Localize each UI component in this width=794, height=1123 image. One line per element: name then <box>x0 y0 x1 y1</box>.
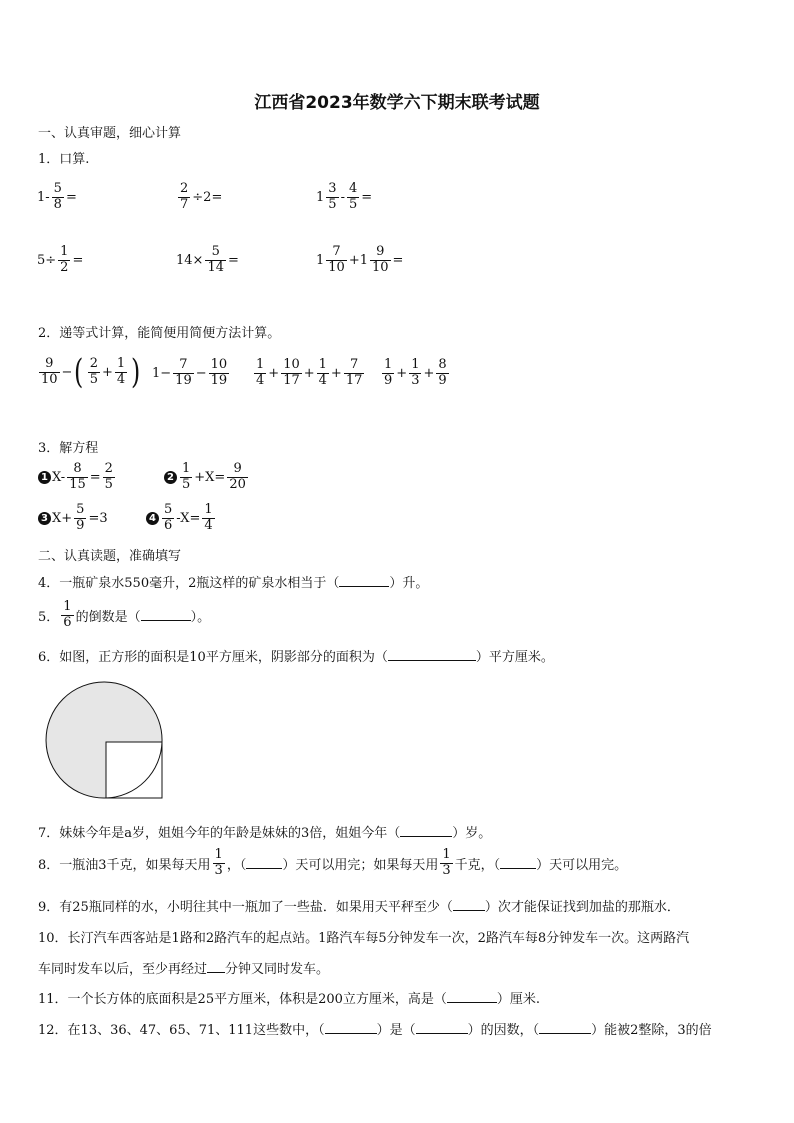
answer-blank[interactable] <box>246 857 282 869</box>
section-heading-1: 一、认真审题，细心计算 <box>38 126 182 141</box>
answer-blank[interactable] <box>325 1022 377 1034</box>
expression-4: $\frac{1}{9}$ + $\frac{1}{3}$ + $\frac{8}{9}$ <box>384 357 447 388</box>
question-5: 5． $\frac{1}{6}$ 的倒数是（ ）。 <box>38 599 211 630</box>
question-11: 11．一个长方体的底面积是25平方厘米，体积是200立方厘米，高是（ ）厘米. <box>38 992 541 1007</box>
expression-2: 1− $\frac{7}{19}$ − $\frac{10}{19}$ <box>152 357 228 388</box>
mental-calc-item: 1 $\frac{3}{5}$ - $\frac{4}{5}$ = <box>316 181 373 212</box>
shaded-region <box>46 682 162 798</box>
answer-blank[interactable] <box>447 991 497 1003</box>
circled-number-marker: 4 <box>146 512 159 525</box>
question-2-label: 2．递等式计算，能简便用简便方法计算。 <box>38 326 281 341</box>
answer-blank[interactable] <box>453 899 485 911</box>
answer-blank[interactable] <box>339 575 389 587</box>
mental-calc-item: 14× $\frac{5}{14}$ = <box>176 244 239 275</box>
question-10-line-1: 10．长汀汽车西客站是1路和2路汽车的起点站。1路汽车每5分钟发车一次，2路汽车每8分钟发车一次。这两路汽 <box>38 931 690 946</box>
expression-1: $\frac{9}{10}$ − ( $\frac{2}{5}$ + $\frac{1}{4}$ ) <box>41 352 141 392</box>
answer-blank[interactable] <box>388 649 476 661</box>
mental-calc-item: 1- $\frac{5}{8}$ = <box>37 181 77 212</box>
mental-calc-item: $\frac{2}{7}$ ÷2= <box>180 181 223 212</box>
circled-number-marker: 1 <box>38 471 51 484</box>
equation-1: 1 X- $\frac{8}{15}$ = $\frac{2}{5}$ <box>38 462 117 493</box>
answer-blank[interactable] <box>416 1022 468 1034</box>
question-4: 4．一瓶矿泉水550毫升，2瓶这样的矿泉水相当于（ ）升。 <box>38 576 429 591</box>
expression-3: $\frac{1}{4}$ + $\frac{10}{17}$ + $\frac{1}{4}$ + $\frac{7}{17}$ <box>256 357 363 388</box>
page-title: 江西省2023年数学六下期末联考试题 <box>254 93 540 113</box>
mental-calc-item: 5÷ $\frac{1}{2}$ = <box>37 244 84 275</box>
answer-blank[interactable] <box>539 1022 591 1034</box>
circled-number-marker: 2 <box>164 471 177 484</box>
question-10-line-2: 车同时发车以后，至少再经过 分钟又同时发车。 <box>38 962 330 977</box>
equation-3: 3 X+ $\frac{5}{9}$ =3 <box>38 503 108 534</box>
section-heading-2: 二、认真读题，准确填写 <box>38 549 182 564</box>
question-9: 9．有25瓶同样的水，小明往其中一瓶加了一些盐．如果用天平秤至少（ ）次才能保证找到加盐的那瓶水． <box>38 900 680 915</box>
question-12: 12．在13、36、47、65、71、111这些数中，（ ）是（ ）的因数，（ ）能被2整除，3的倍 <box>38 1023 712 1038</box>
question-7: 7．妹妹今年是a岁，姐姐今年的年龄是妹妹的3倍，姐姐今年（ ）岁。 <box>38 826 492 841</box>
answer-blank[interactable] <box>207 961 225 973</box>
mental-calc-item: 1 $\frac{7}{10}$ +1 $\frac{9}{10}$ = <box>316 244 404 275</box>
equation-2: 2 $\frac{1}{5}$ +X= $\frac{9}{20}$ <box>164 462 250 493</box>
answer-blank[interactable] <box>500 857 536 869</box>
circle-square-figure <box>44 680 168 804</box>
question-8: 8．一瓶油3千克，如果每天用 $\frac{1}{3}$ ，（ ）天可以用完；如果每天用 $\frac{1}{3}$ 千克，（ ）天可以用完。 <box>38 847 628 878</box>
question-3-label: 3．解方程 <box>38 441 99 456</box>
question-6: 6．如图，正方形的面积是10平方厘米，阴影部分的面积为（ ）平方厘米。 <box>38 650 554 665</box>
quarter-arc <box>106 742 162 798</box>
question-1-label: 1．口算. <box>38 152 90 167</box>
equation-4: 4 $\frac{5}{6}$ -X= $\frac{1}{4}$ <box>146 503 217 534</box>
answer-blank[interactable] <box>400 825 452 837</box>
answer-blank[interactable] <box>141 609 191 621</box>
circled-number-marker: 3 <box>38 512 51 525</box>
